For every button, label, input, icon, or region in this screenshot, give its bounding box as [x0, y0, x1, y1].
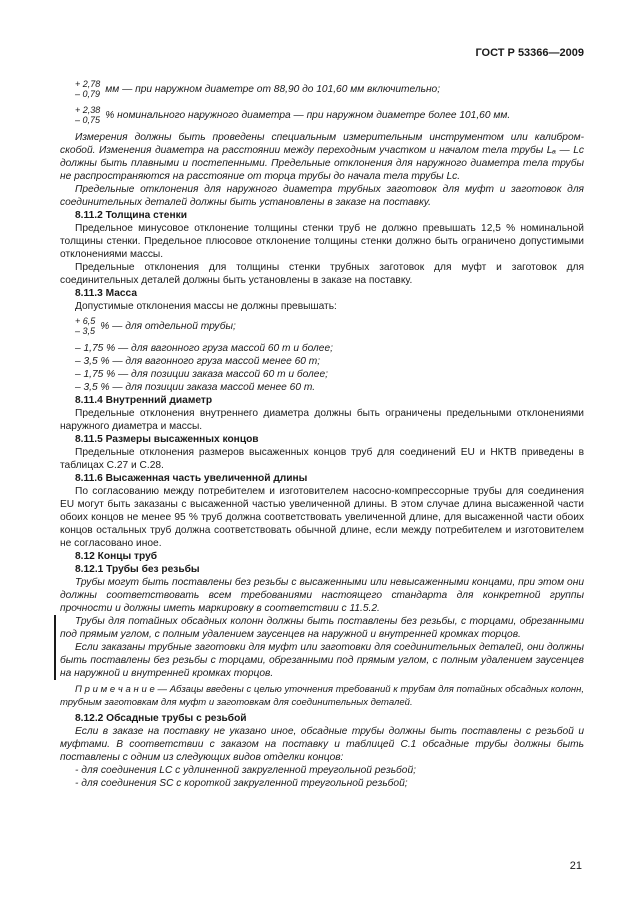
paragraph: Если заказаны трубные заготовки для муфт или заготовки для соединительных деталей, они должны быть поставлены без резьбы с торцами, обрезанными под прямым углом, с полным удалением заусенцев на наружной и внутренней кромках торцов. — [60, 642, 584, 679]
paragraph: Допустимые отклонения массы не должны превышать: — [75, 301, 337, 312]
paragraph: Предельные отклонения внутреннего диаметра должны быть ограничены предельными отклонениями наружного диаметра и массы. — [60, 408, 584, 432]
section-heading: 8.11.3 Масса — [75, 288, 137, 299]
section-heading: 8.11.5 Размеры высаженных концов — [75, 434, 259, 445]
paragraph: Предельные отклонения для толщины стенки трубных заготовок для муфт и заготовок для соединительных деталей должны быть установлены в заказе на поставку. — [60, 262, 584, 286]
list-item: – 1,75 % — для позиции заказа массой 60 т и более; — [75, 369, 328, 380]
paragraph: Предельные отклонения размеров высаженных концов труб для соединений EU и НКТВ приведены в таблицах С.27 и С.28. — [60, 447, 584, 471]
paragraph: Трубы могут быть поставлены без резьбы с высаженными или невысаженными концами, при этом они должны соответствовать всем требованиями настоящего стандарта для конкретной группы прочности и должны иметь маркировку в соответствии с 11.5.2. — [60, 577, 584, 614]
paragraph: Измерения должны быть проведены специальным измерительным инструментом или калибром-скобой. Изменения диаметра на расстоянии между переходным участком и началом тела трубы Lₐ — Lc должны быть плавными и постепенными. Предельные отклонения для наружного диаметра тела трубы не распространяются на расстояние от торца трубы до начала тела трубы Lc. — [60, 132, 584, 182]
section-heading: 8.12.1 Трубы без резьбы — [75, 564, 200, 575]
paragraph: Если в заказе на поставку не указано иное, обсадные трубы должны быть поставлены с резьбой и муфтами. В соответствии с заказом на поставку и таблицей С.1 обсадные трубы должны быть поставлены с одним из следующих видов отделки концов: — [60, 726, 584, 763]
tolerance-stack: + 2,78 – 0,79 — [75, 79, 101, 99]
document-header: ГОСТ Р 53366—2009 — [475, 47, 584, 59]
revision-bar-block — [54, 615, 584, 680]
tolerance-line: + 2,38 – 0,75 % номинального наружного диаметра — при наружном диаметре более 101,60 мм. — [75, 105, 511, 125]
paragraph: Трубы для потайных обсадных колонн должны быть поставлены без резьбы, с торцами, обрезанными под прямым углом, с полным удалением заусенцев на наружной и внутренней кромках торцов. — [60, 616, 584, 640]
paragraph: По согласованию между потребителем и изготовителем насосно-компрессорные трубы для соединения EU могут быть заказаны с высаженной частью увеличенной длины. В этом случае длина высаженной части обоих концов не менее 95 % труб должна соответствовать увеличенной длине, для высаженной части обоих концов остальных труб должна соответствовать обычной длине, если между потребителем и изготовителем не согласовано иное. — [60, 486, 584, 549]
paragraph: Предельное минусовое отклонение толщины стенки труб не должно превышать 12,5 % номинальной толщины стенки. Предельное плюсовое отклонение толщины стенки должно быть ограничено допустимыми отклонениями массы. — [60, 223, 584, 260]
section-heading: 8.11.2 Толщина стенки — [75, 210, 187, 221]
paragraph: Предельные отклонения для наружного диаметра трубных заготовок для муфт и заготовок для соединительных деталей должны быть установлены в заказе на поставку. — [60, 184, 584, 208]
tolerance-line: + 6,5 – 3,5 % — для отдельной трубы; — [75, 316, 236, 336]
list-item: – 3,5 % — для вагонного груза массой менее 60 т; — [75, 356, 321, 367]
tolerance-stack: + 2,38 – 0,75 — [75, 105, 101, 125]
section-heading: 8.11.4 Внутренний диаметр — [75, 395, 213, 406]
list-item: - для соединения LC с удлиненной закругленной треугольной резьбой; — [75, 765, 416, 776]
list-item: – 3,5 % — для позиции заказа массой менее 60 т. — [75, 382, 316, 393]
list-item: – 1,75 % — для вагонного груза массой 60 т и более; — [75, 343, 333, 354]
document-body — [60, 76, 584, 790]
section-heading: 8.12.2 Обсадные трубы с резьбой — [75, 713, 247, 724]
section-heading: 8.11.6 Высаженная часть увеличенной длины — [75, 473, 308, 484]
note: П р и м е ч а н и е — Абзацы введены с целью уточнения требований к трубам для потайных обсадных колонн, трубным заготовкам для муфт и заготовкам для соединительных деталей. — [60, 684, 584, 708]
section-heading: 8.12 Концы труб — [75, 551, 158, 562]
tolerance-stack: + 6,5 – 3,5 — [75, 316, 96, 336]
list-item: - для соединения SC с короткой закругленной треугольной резьбой; — [75, 778, 408, 789]
tolerance-line: + 2,78 – 0,79 мм — при наружном диаметре от 88,90 до 101,60 мм включительно; — [75, 79, 441, 99]
page-number: 21 — [569, 860, 582, 872]
